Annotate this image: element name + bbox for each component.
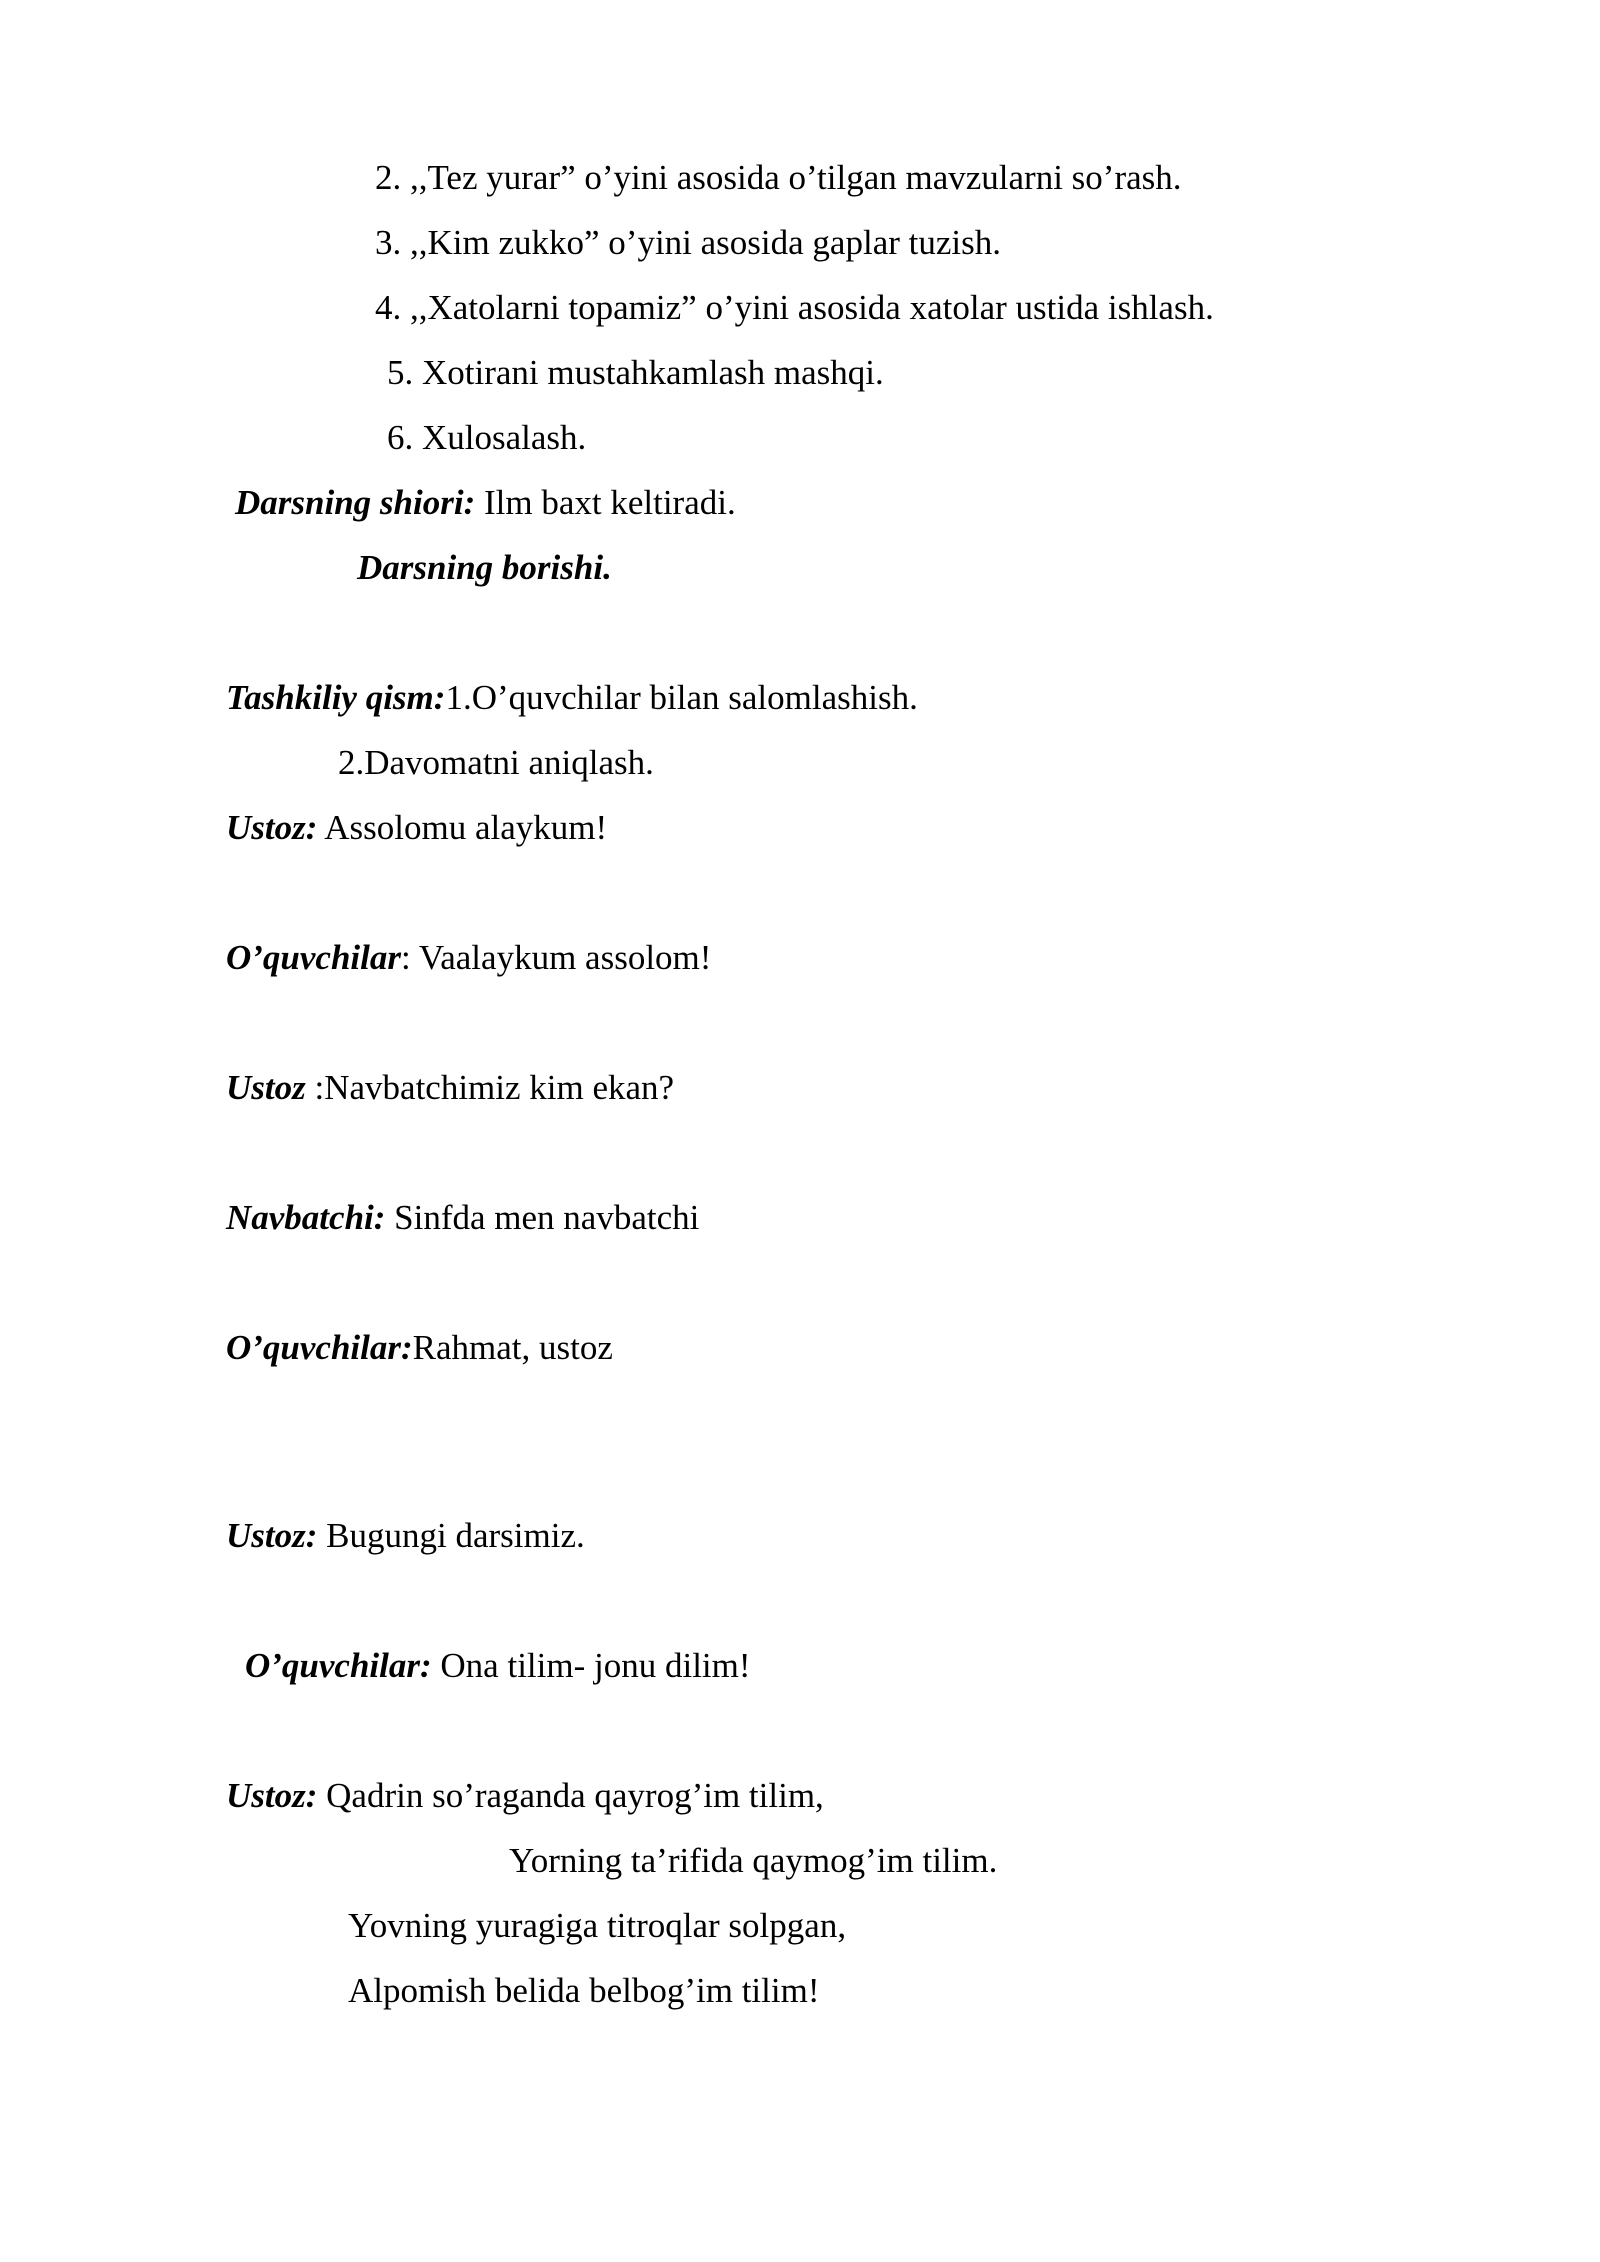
plan-item: 3. ,,Kim zukko” o’yini asosida gaplar tuzish. [375, 223, 1001, 262]
organizational-part [226, 676, 918, 720]
dialogue-text: : Vaalaykum assolom! [401, 938, 712, 977]
dialogue-text: Sinfda men navbatchi [385, 1198, 700, 1237]
poem-line: Yorning ta’rifida qaymog’im tilim. [509, 1841, 998, 1880]
speaker-label: O’quvchilar: [245, 1646, 432, 1685]
dialogue-text: :Navbatchimiz kim ekan? [305, 1068, 675, 1107]
organizational-item: 2.Davomatni aniqlash. [338, 743, 654, 782]
speaker-label: Ustoz: [226, 1776, 318, 1815]
organizational-item: 1.O’quvchilar bilan salomlashish. [445, 678, 918, 717]
dialogue-line [226, 1066, 674, 1110]
plan-item: 5. Xotirani mustahkamlash mashqi. [387, 353, 884, 392]
speaker-label: Navbatchi: [226, 1198, 386, 1237]
dialogue-text: Assolomu alaykum! [317, 808, 608, 847]
plan-item: 6. Xulosalash. [387, 418, 587, 457]
dialogue-text: Qadrin so’raganda qayrog’im tilim, [317, 1776, 824, 1815]
speaker-label: Ustoz [226, 1068, 306, 1107]
speaker-label: Ustoz: [226, 808, 318, 847]
dialogue-line [226, 936, 711, 980]
organizational-label: Tashkiliy qism: [226, 678, 446, 717]
plan-item: 2. ,,Tez yurar” o’yini asosida o’tilgan mavzularni so’rash. [375, 158, 1182, 197]
dialogue-text: Rahmat, ustoz [412, 1328, 613, 1367]
dialogue-line [226, 1326, 613, 1370]
dialogue-line [226, 1774, 824, 1818]
motto-text: Ilm baxt keltiradi. [475, 483, 736, 522]
dialogue-line [226, 1196, 699, 1240]
dialogue-text: Ona tilim- jonu dilim! [431, 1646, 751, 1685]
poem-line: Yovning yuragiga titroqlar solpgan, [348, 1906, 847, 1945]
speaker-label: O’quvchilar [226, 938, 401, 977]
plan-item: 4. ,,Xatolarni topamiz” o’yini asosida xatolar ustida ishlash. [375, 288, 1214, 327]
section-heading: Darsning borishi. [357, 548, 612, 587]
speaker-label: O’quvchilar: [226, 1328, 413, 1367]
lesson-motto [235, 481, 736, 525]
dialogue-line [226, 806, 607, 850]
speaker-label: Ustoz: [226, 1516, 318, 1555]
motto-label: Darsning shiori: [235, 483, 476, 522]
dialogue-line [245, 1644, 751, 1688]
dialogue-text: Bugungi darsimiz. [317, 1516, 585, 1555]
dialogue-line [226, 1514, 585, 1558]
poem-line: Alpomish belida belbog’im tilim! [348, 1971, 820, 2010]
